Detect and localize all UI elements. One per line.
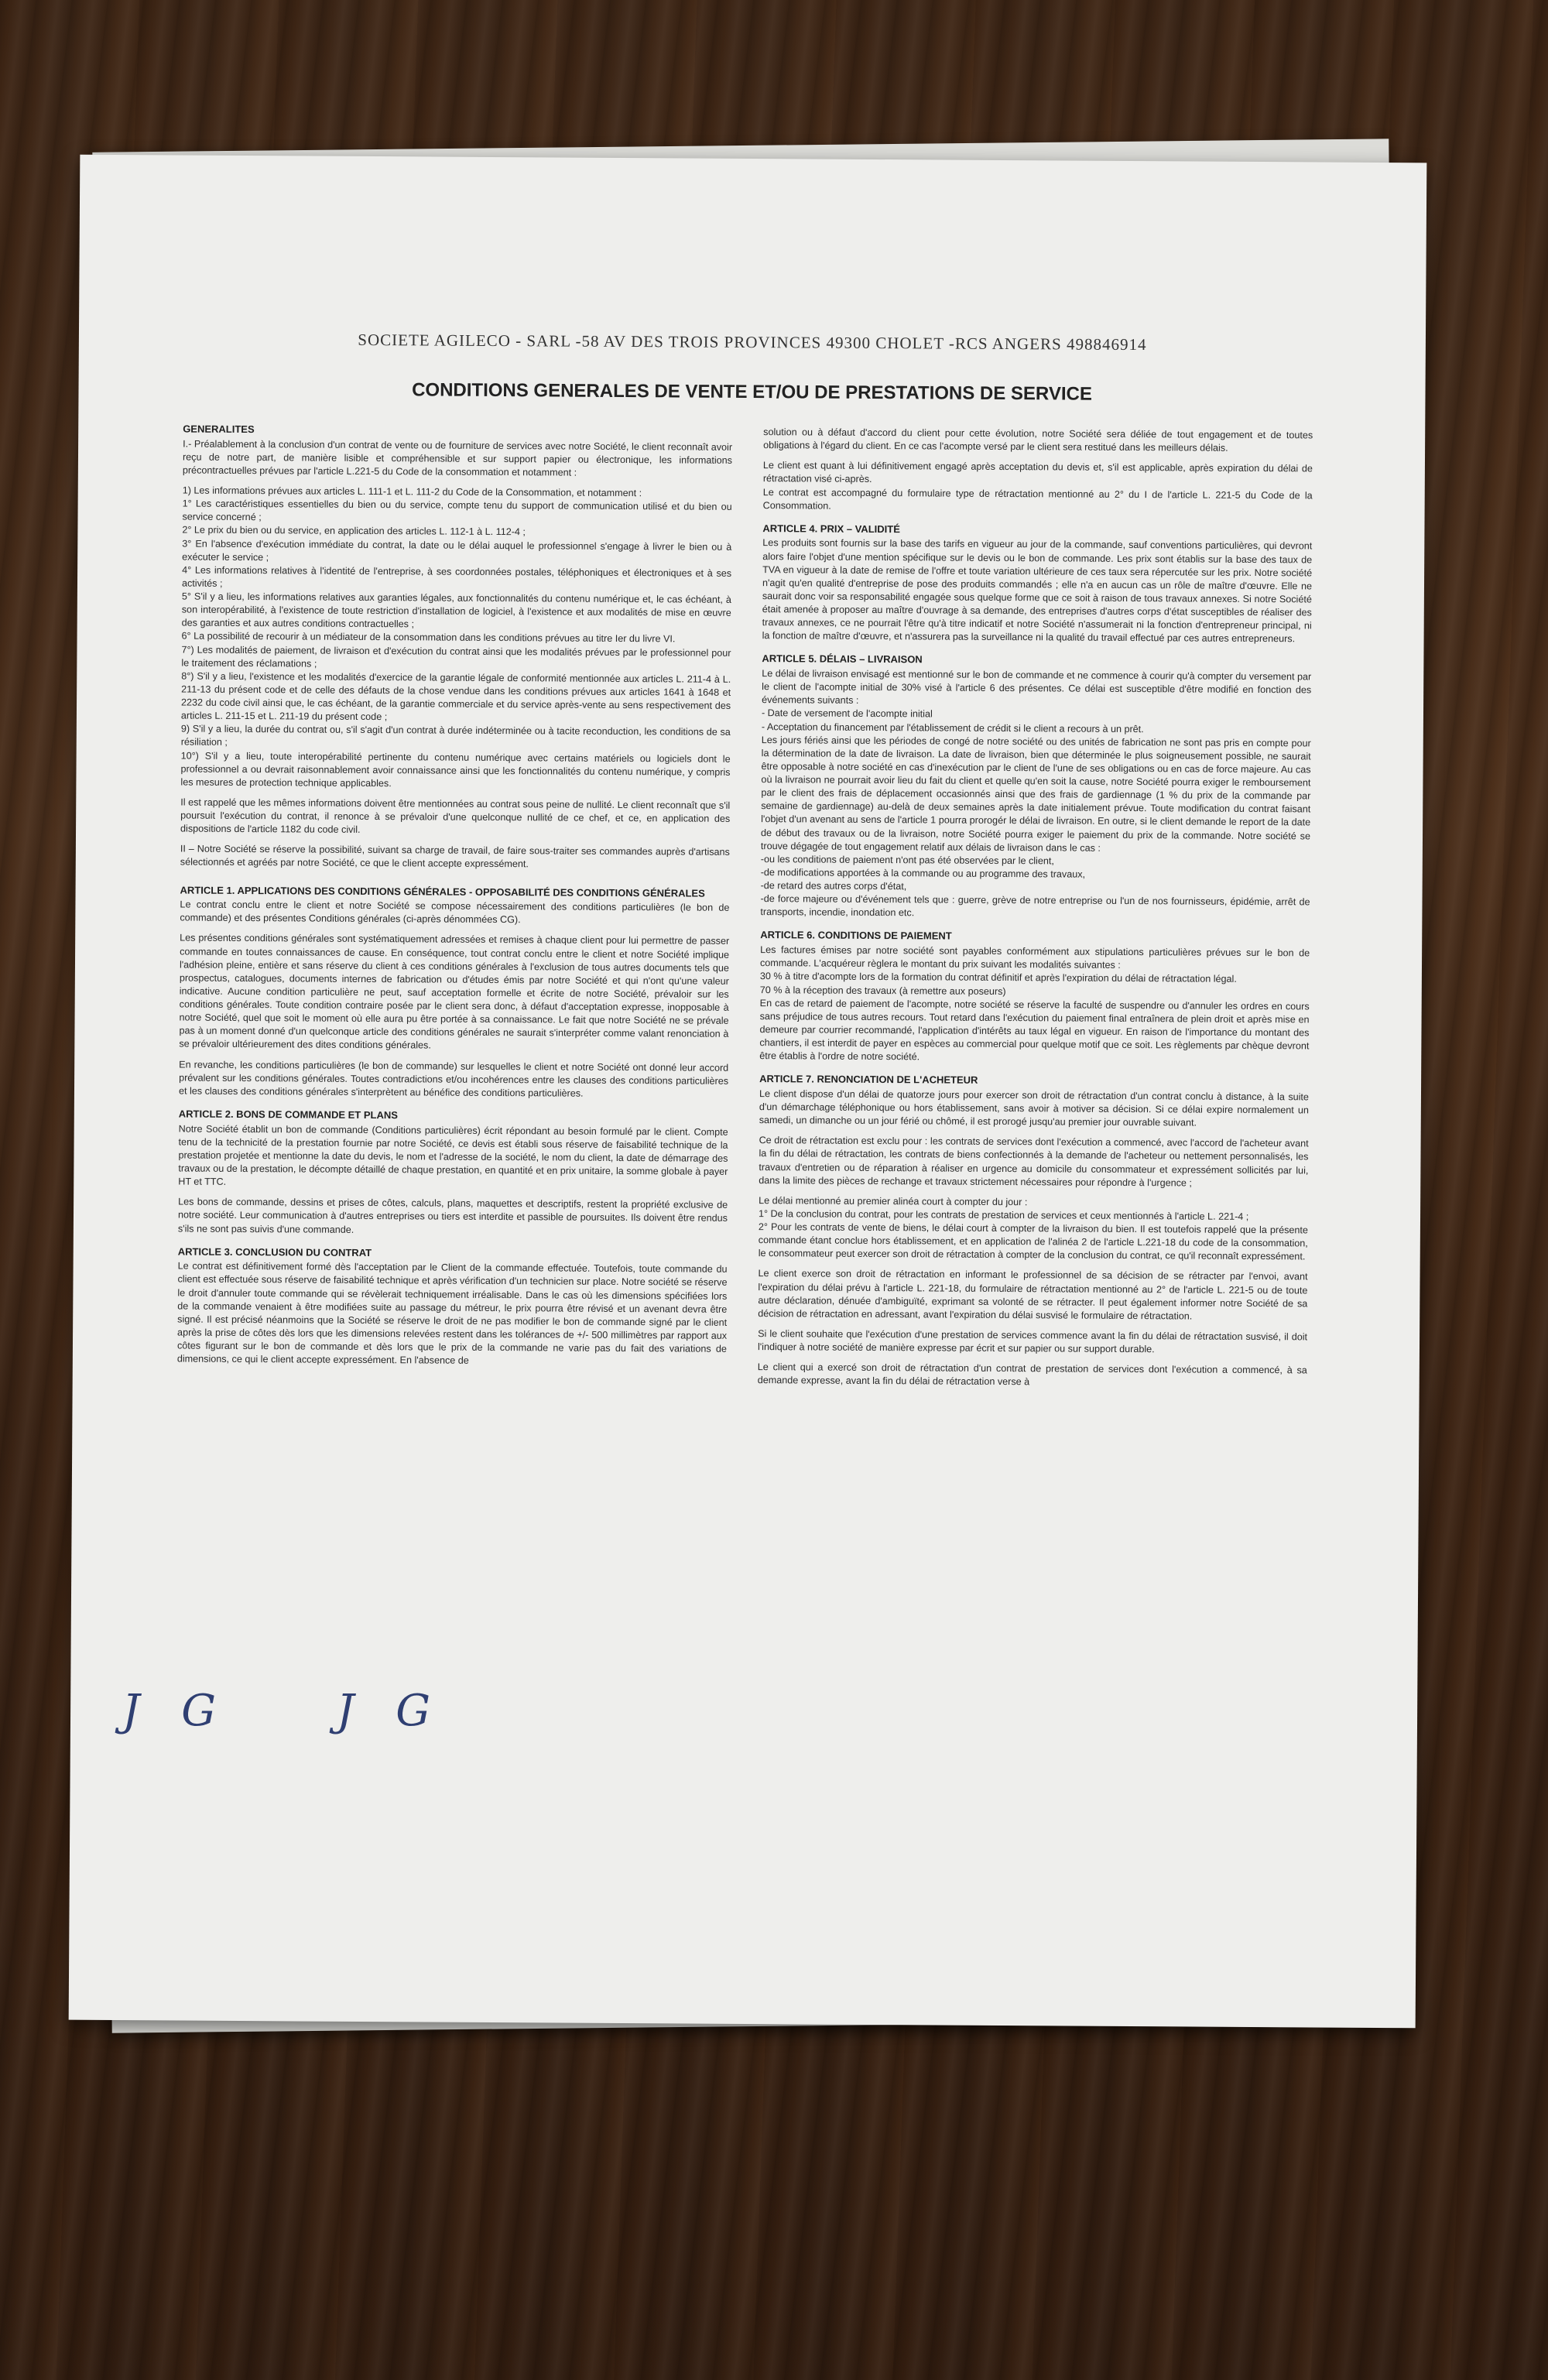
list-item: -de force majeure ou d'événement tels que : guerre, grève de notre entreprise ou l'un de nos fournisseurs, épidémie, arrêt de transports, incendie, inondation etc. (760, 893, 1310, 919)
paragraph: Les produits sont fournis sur la base des tarifs en vigueur au jour de la commande, sauf conventions particulières, qui devront alors faire l'objet d'une mention spécifique sur le devis ou le bon de commande. Les prix sont établis sur la base des taux de TVA en vigueur à la date de remise de l'offre et toute variation ultérieure de ces taux sera répercutée sur les prix. Notre société n'agit qu'en qualité d'entreprise de pose des produits commandés ; elle n'a en aucun cas un rôle de maître d'œuvre. Elle ne saurait donc voir sa responsabilité engagée sous quelque forme que ce soit à raison de tous travaux annexes. Si notre Société était amenée à proposer au maître d'ouvrage à sa demande, des entreprises d'autres corps d'état susceptibles de réaliser des travaux annexes, ce ne pourrait l'être qu'à titre indicatif et notre Société n'assumerait ni la fonction d'entrepreneur principal, ni la fonction de maître d'œuvre, et n'assurera pas la surveillance ni la qualité du travail effectué par ces autres entrepreneurs. (762, 537, 1313, 645)
handwritten-initials: J G (122, 1686, 230, 1736)
paragraph: Les jours fériés ainsi que les périodes de congé de notre société ou des unités de fabrication ne sont pas pris en compte pour la détermination de la date de livraison. La date de livraison, bien que déterminée le plus soigneusement possible, ne saurait être opposable à notre société en cas d'inexécution par le client de l'une de ses obligations ou en cas de force majeure. Au cas où la livraison ne pourrait avoir lieu du fait du client et quelle qu'en soit la cause, notre Société pourra exiger le remboursement par le client des frais de déplacement occasionnés ainsi que des frais de gardiennage (1 % du prix de la commande par semaine de gardiennage) au-delà de deux semaines après la date initialement prévue. Toute modification du contrat faisant l'objet d'un avenant au sens de l'article 1 pourra prorogér le délai de livraison. En outre, si le client demande le report de la date de début des travaux ou de la livraison, notre Société pourra exiger le paiement du prix de la commande. Notre société se trouve dégagée de tout engagement relatif aux délais de livraison dans le cas : (760, 734, 1311, 854)
right-column (758, 416, 1313, 1398)
list-item: -de retard des autres corps d'état, (760, 880, 907, 892)
list-item: 9) S'il y a lieu, la durée du contrat ou, s'il s'agit d'un contrat à durée indéterminée ou à tacite reconduction, les conditions de sa résiliation ; (180, 723, 731, 748)
paragraph: Les bons de commande, dessins et prises de côtes, calculs, plans, maquettes et descriptifs, restent la propriété exclusive de notre société. Leur communication à d'autres entreprises ou tiers est interdite et passible de poursuites. Ils doivent être rendus s'ils ne sont pas suivis d'une commande. (177, 1196, 728, 1235)
info-list (180, 498, 731, 793)
document-title: CONDITIONS GENERALES DE VENTE ET/OU DE PRESTATIONS DE SERVICE (412, 379, 1092, 405)
paragraph: Il est rappelé que les mêmes informations doivent être mentionnées au contrat sous peine de nullité. Le client reconnaît que s'il poursuit l'exécution du contrat, il renonce à se prévaloir d'une quelconque nullité de ce chef, et ce, en application des dispositions de l'article 1182 du code civil. (180, 796, 731, 836)
paragraph: 2° Pour les contrats de vente de biens, le délai court à compter de la livraison du bien. Il est toutefois rappelé que la présente commande étant conclue hors établissement, et en application de l'alinéa 2 de l'article L.221-18 du code de la consommation, le consommateur peut exercer son droit de rétractation à compter de la conclusion du contrat, ce qu'il reconnaît expressément. (758, 1221, 1308, 1262)
paragraph: Le client qui a exercé son droit de rétractation d'un contrat de prestation de services dont l'exécution a commencé, à sa demande expresse, avant la fin du délai de rétractation verse à (757, 1361, 1307, 1388)
paragraph: II – Notre Société se réserve la possibilité, suivant sa charge de travail, de faire sous-traiter ses commandes auprès d'artisans sélectionnés et agréés par notre Société, ce que le client accepte expressément. (180, 843, 730, 870)
list-item: 8°) S'il y a lieu, l'existence et les modalités d'exercice de la garantie légale de conformité mentionnée aux articles L. 211-4 à L. 211-13 du présent code et de celle des défauts de la chose vendue dans les conditions prévues aux articles 1641 à 1648 et 2232 du code civil ainsi que, le cas échéant, de la garantie commerciale et du service après-vente au sens respectivement des articles L. 211-15 et L. 211-19 du présent code ; (180, 670, 731, 723)
list-item: -ou les conditions de paiement n'ont pas été observées par le client, (760, 853, 1054, 867)
left-column (177, 413, 733, 1377)
paragraph: Les factures émises par notre société sont payables conformément aux stipulations particulières prévues sur le bon de commande. L'acquéreur règlera le montant du prix suivant les modalités suivantes : (759, 944, 1310, 971)
list-item: 10°) S'il y a lieu, toute interopérabilité pertinente du contenu numérique avec certains matériels ou logiciels dont le professionnel a ou devrait raisonnablement avoir connaissance ainsi que les fonctionnalités du contenu numérique, y compris les mesures de protection technique applicables. (180, 750, 731, 789)
article-6-heading: ARTICLE 6. CONDITIONS DE PAIEMENT (760, 929, 952, 943)
paragraph: 1° De la conclusion du contrat, pour les contrats de prestation de services et ceux mentionnés à l'article L. 221-4 ; (758, 1208, 1249, 1222)
paragraph: I.- Préalablement à la conclusion d'un contrat de vente ou de fourniture de services avec notre Société, le client reconnaît avoir reçu de notre part, de manière lisible et compréhensible et sur support papier ou électronique, les informations précontractuelles prévues par l'article L.221-5 du Code de la consommation et notamment : (182, 438, 733, 478)
list-item: - Acceptation du financement par l'établissement de crédit si le client a recours à un prêt. (761, 721, 1144, 735)
paragraph: Le client dispose d'un délai de quatorze jours pour exercer son droit de rétractation d'un contrat conclu à distance, à la suite d'un démarchage téléphonique ou hors établissement, sans avoir à motiver sa décision. Si ce délai expire normalement un samedi, un dimanche ou un jour férié ou chômé, il est prorogé jusqu'au premier jour ouvrable suivant. (759, 1088, 1310, 1128)
list-item: 7°) Les modalités de paiement, de livraison et d'exécution du contrat ainsi que les modalités prévues par le professionnel pour le traitement des réclamations ; (181, 644, 731, 669)
paragraph: Notre Société établit un bon de commande (Conditions particulières) écrit répondant au besoin formulé par le client. Compte tenu de la technicité de la prestation fournie par notre Société, ce devis est établi sous réserve de faisabilité technique de la prestation projetée et mentionne la date du devis, le nom et l'adresse de la société, le nom du client, la date de démarrage des travaux ou de la prestation, le décompte détaillé de chaque prestation, en quantité et en prix unitaire, la somme globale à payer HT et TTC. (178, 1123, 728, 1188)
paragraph: En cas de retard de paiement de l'acompte, notre société se réserve la faculté de suspendre ou d'annuler les ordres en cours sans préjudice de tous autres recours. Tout retard dans l'exécution du paiement final entraînera de plein droit et après mise en demeure par courrier recommandé, l'application d'intérêts au taux légal en vigueur. En raison de l'importance du montant des chantiers, il est interdit de payer en espèces au commercial pour quelque motif que ce soit. Les règlements par chèque devront être établis à l'ordre de notre société. (759, 997, 1310, 1063)
paragraph: En revanche, les conditions particulières (le bon de commande) sur lesquelles le client et notre Société ont donné leur accord prévalent sur les conditions générales. Toutes contradictions et/ou incohérences entre les clauses des conditions particulières et les clauses des conditions générales s'interprètent au bénéfice des conditions particulières. (178, 1059, 729, 1099)
paragraph: Le contrat conclu entre le client et notre Société se compose nécessairement des conditions particulières (le bon de commande) et des présentes Conditions générales (ci-après dénommées CG). (180, 899, 730, 926)
article-4-heading: ARTICLE 4. PRIX – VALIDITÉ (762, 522, 900, 535)
paragraph: Le contrat est définitivement formé dès l'acceptation par le Client de la commande effectuée. Toutefois, toute commande du client est effectuée sous réserve de faisabilité technique et après vérification d'un technicien sur place. Notre société se réserve le droit d'annuler toute commande qui se révèlerait techniquement irréalisable. Dans le cas où les dimensions spécifiées lors de la commande venaient à être modifiées suite au passage du métreur, le prix pourra être révisé et un avenant devra être signé. Il est précisé néanmoins que la Société se réserve le droit de ne pas modifier le bon de commande signé par le client après la prise de côtes dès lors que les dimensions relevées restent dans les tolérances de +/- 500 millimètres par rapport aux côtes figurant sur le bon de commande et dès lors que le prix de la commande ne varie pas du fait des variations de dimensions, ce qui le client accepte expressément. En l'absence de (176, 1260, 728, 1366)
paragraph: Ce droit de rétractation est exclu pour : les contrats de services dont l'exécution a commencé, avec l'accord de l'acheteur avant la fin du délai de rétractation, les contrats de biens confectionnés à la demande de l'acheteur ou nettement personnalisés, les travaux d'entretien ou de réparation à réaliser en urgence au domicile du consommateur et expressément sollicités par lui, dans la limite des pièces de rechange et travaux strictement nécessaires pour répondre à l'urgence ; (759, 1135, 1309, 1189)
paragraph: 30 % à titre d'acompte lors de la formation du contrat définitif et après l'expiration du délai de rétractation légal. (759, 971, 1237, 985)
paragraph: Le contrat est accompagné du formulaire type de rétractation mentionné au 2° du I de l'article L. 221-5 du Code de la Consommation. (762, 486, 1313, 512)
list-item: 2° Le prix du bien ou du service, en application des articles L. 112-1 à L. 112-4 ; (182, 524, 526, 538)
paragraph: 1) Les informations prévues aux articles L. 111-1 et L. 111-2 du Code de la Consommation, et notamment : (182, 485, 642, 499)
article-7-heading: ARTICLE 7. RENONCIATION DE L'ACHETEUR (759, 1073, 978, 1087)
list-item: 6° La possibilité de recourir à un médiateur de la consommation dans les conditions prévues au titre Ier du livre VI. (181, 630, 676, 645)
paragraph: Le délai mentionné au premier alinéa court à compter du jour : (759, 1194, 1028, 1208)
company-header: SOCIETE AGILECO - SARL -58 AV DES TROIS PROVINCES 49300 CHOLET -RCS ANGERS 498846914 (358, 330, 1147, 354)
handwritten-initials: J G (337, 1686, 444, 1736)
document-page (69, 155, 1427, 2029)
paragraph: Si le client souhaite que l'exécution d'une prestation de services commence avant la fin du délai de rétractation susvisé, il doit l'indiquer à notre société de manière expresse par écrit et sur papier ou sur support durable. (757, 1328, 1308, 1355)
list-item: 1° Les caractéristiques essentielles du bien ou du service, compte tenu du support de communication utilisé et du bien ou service concerné ; (182, 498, 732, 523)
list-item: 5° S'il y a lieu, les informations relatives aux garanties légales, aux fonctionnalités du contenu numérique et, le cas échéant, à son interopérabilité, à l'existence de toute restriction d'installation de logiciel, à l'existence et aux modalités de mise en œuvre des garanties et aux autres conditions contractuelles ; (181, 591, 731, 630)
list-item: 3° En l'absence d'exécution immédiate du contrat, la date ou le délai auquel le professionnel s'engage à livrer le bien ou à exécuter le service ; (182, 538, 732, 563)
article-2-heading: ARTICLE 2. BONS DE COMMANDE ET PLANS (178, 1108, 398, 1122)
list-item: 4° Les informations relatives à l'identité de l'entreprise, à ses coordonnées postales, téléphoniques et électroniques et à ses activités ; (181, 564, 732, 589)
paragraph: Les présentes conditions générales sont systématiquement adressées et remises à chaque client pour lui permettre de passer commande en toutes connaissances de cause. En conséquence, tout contrat conclu entre le client et notre Société implique l'adhésion pleine, entière et sans réserve du client à ces conditions générales à l'exclusion de tous autres documents tels que prospectus, catalogues, documents internes de fabrication ou d'études émis par notre Société et qui n'ont qu'une valeur indicative. Aucune condition particulière ne peut, sauf acceptation formelle et écrite de notre Société, prévaloir sur les conditions générales. Toute condition contraire posée par le client sera donc, à défaut d'acceptation expresse, inopposable à notre Société, quel que soit le moment où elle aura pu être portée à sa connaissance. Le fait que notre Société ne se prévale pas à un moment donné d'un quelconque article des conditions générales ne saurait s'interpréter comme valant renonciation à se prévaloir ultérieurement des dites conditions générales. (179, 932, 730, 1051)
article-5-heading: ARTICLE 5. DÉLAIS – LIVRAISON (762, 652, 923, 666)
list-item: -de modifications apportées à la commande ou au programme des travaux, (760, 867, 1086, 880)
paragraph: Le client est quant à lui définitivement engagé après acceptation du devis et, s'il est applicable, après expiration du délai de rétractation visé ci-après. (762, 460, 1313, 485)
event-list (762, 707, 1311, 738)
paragraph: 70 % à la réception des travaux (à remettre aux poseurs) (759, 984, 1006, 997)
article-3-heading: ARTICLE 3. CONCLUSION DU CONTRAT (177, 1245, 372, 1258)
article-1-heading: ARTICLE 1. APPLICATIONS DES CONDITIONS GÉNÉRALES - OPPOSABILITÉ DES CONDITIONS GÉNÉRALES (180, 884, 705, 899)
section-heading-generalites: GENERALITES (183, 423, 255, 436)
paragraph: Le délai de livraison envisagé est mentionné sur le bon de commande et ne commence à courir qu'à compter du versement par le client de l'acompte initial de 30% visé à l'article 6 des présentes. Ce délai est susceptible d'être modifié en fonction des événements suivants : (762, 668, 1312, 707)
paragraph: solution ou à défaut d'accord du client pour cette évolution, notre Société sera déliée de tout engagement et de toutes obligations à l'égard du client. En ce cas l'acompte versé par le client sera restitué dans les meilleurs délais. (763, 426, 1313, 454)
list-item: - Date de versement de l'acompte initial (761, 707, 933, 720)
paragraph: Le client exerce son droit de rétractation en informant le professionnel de sa décision de se rétracter par l'envoi, avant l'expiration du délai prévu à l'article L. 221-18, du formulaire de rétractation mentionné au 2° de l'article L. 221-5 ou de toute autre déclaration, dénuée d'ambiguïté, exprimant sa volonté de se rétracter. Il peut également informer notre Société de sa décision de rétractation en adressant, avant l'expiration du délai susvisé le formulaire de rétractation. (758, 1268, 1308, 1322)
exemption-list (760, 853, 1310, 923)
